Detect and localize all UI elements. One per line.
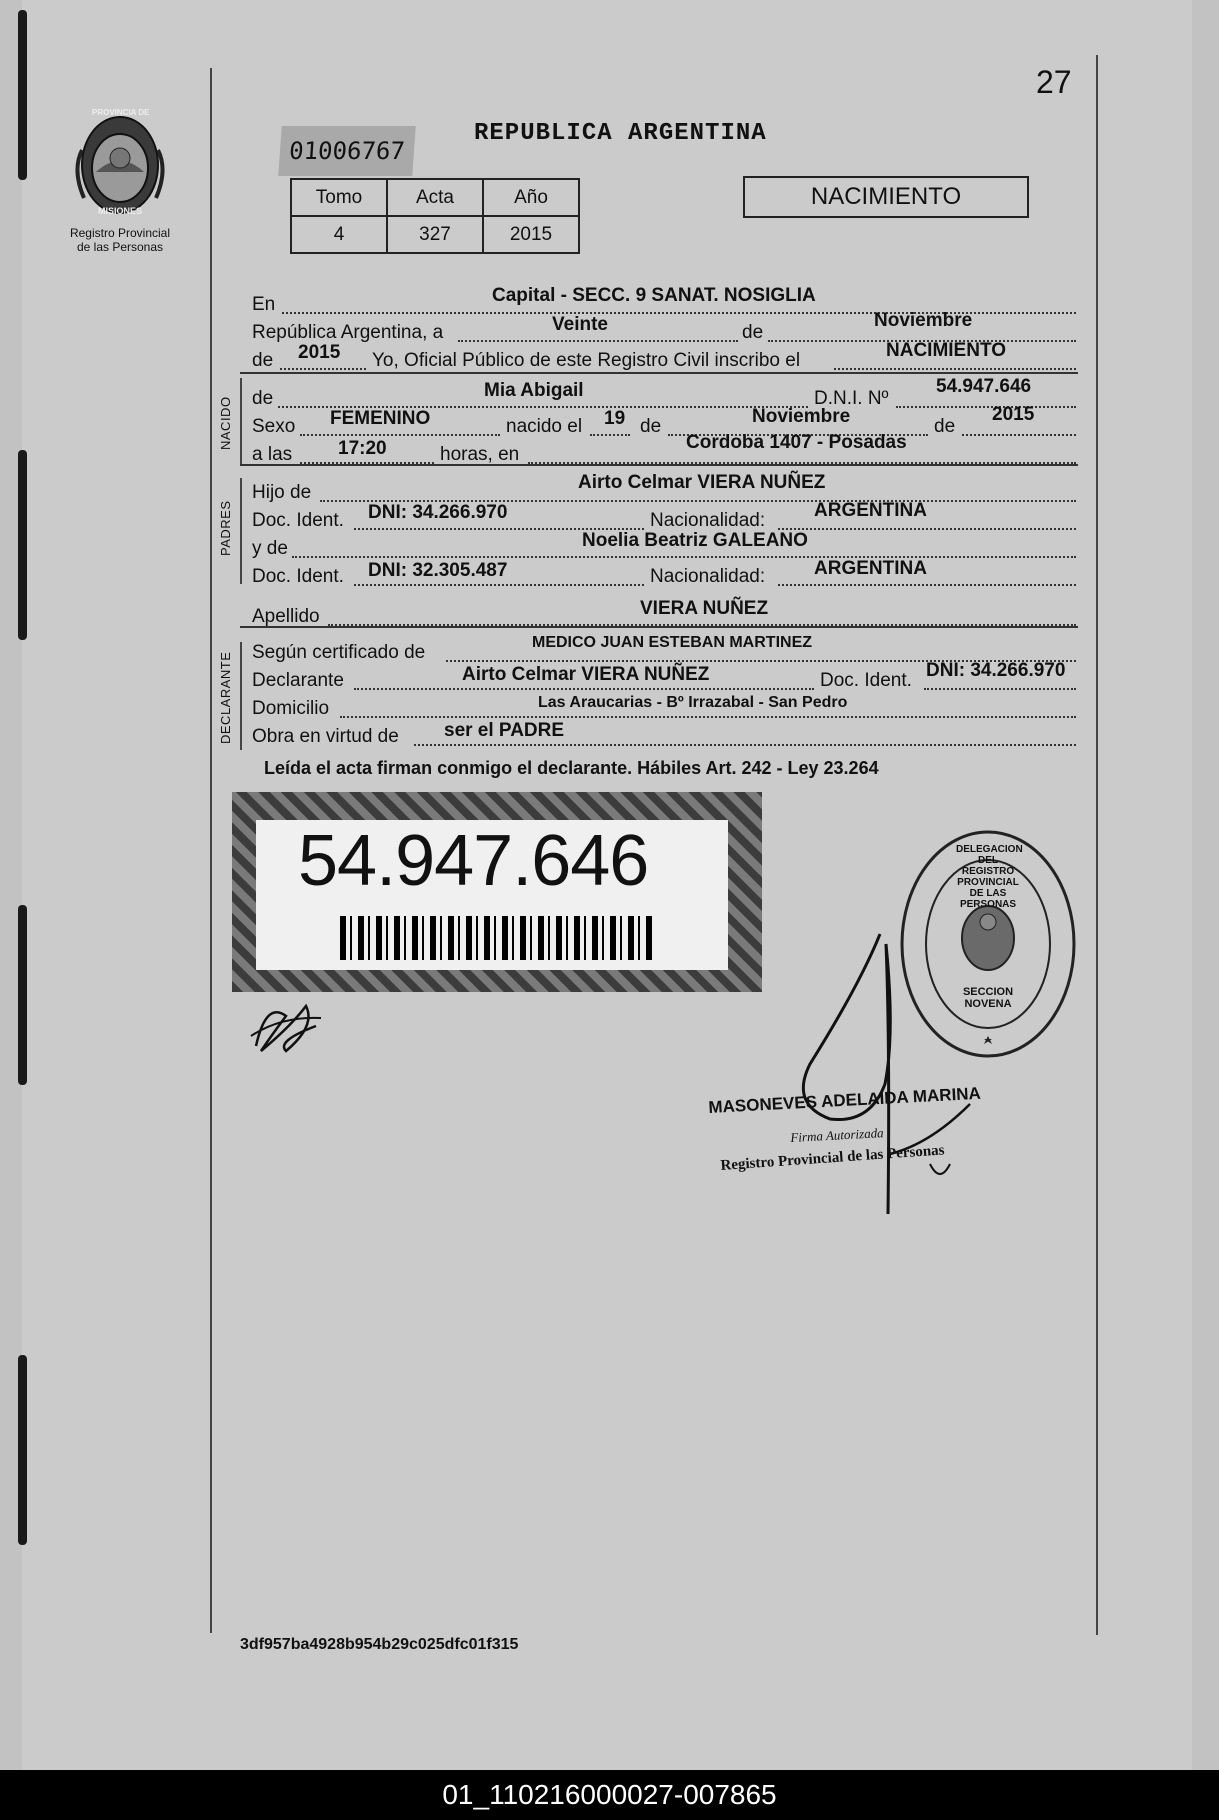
birth-time: 17:20 [338,438,387,459]
declarante-value: Airto Celmar VIERA NUÑEZ [462,664,710,685]
year-value: 2015 [298,342,341,363]
dotted-line [414,744,1076,746]
horas-label: horas, en [440,444,520,465]
apellido-value: VIERA NUÑEZ [640,598,769,619]
seal-inner-text: SECCION NOVENA [962,986,1014,1010]
en-value: Capital - SECC. 9 SANAT. NOSIGLIA [492,285,816,306]
segun-value: MEDICO JUAN ESTEBAN MARTINEZ [532,634,813,651]
serial-number: 01006767 [278,126,415,176]
de-label: de [934,416,956,437]
official-signature-icon [770,924,990,1224]
birth-day: 19 [604,408,626,429]
section-bracket [240,378,242,464]
mother-name: Noelia Beatriz GALEANO [582,530,808,551]
sticker-label [256,820,728,970]
yo-label: Yo, Oficial Público de este Registro Civil inscribo el [372,350,801,371]
ano-value: 2015 [483,216,579,253]
nacido-el-label: nacido el [506,416,583,437]
binding-mark [18,905,27,1085]
sticker-number: 54.947.646 [298,821,649,901]
official-stamp-office: Registro Provincial de las Personas [720,1142,946,1174]
father-doc: DNI: 34.266.970 [368,502,508,523]
father-nac: ARGENTINA [814,500,927,521]
dotted-line [280,368,366,370]
logo-caption [50,226,190,254]
day-value: Veinte [552,314,608,335]
inscribo-value: NACIMIENTO [886,340,1006,361]
obra-label: Obra en virtud de [252,726,399,747]
official-stamp-role: Firma Autorizada [790,1125,884,1145]
official-stamp-name: MASONEVES ADELAIDA MARINA [708,1083,982,1117]
father-doc-label: Doc. Ident. [252,510,344,531]
dotted-line [354,688,814,690]
declarante-doc: DNI: 34.266.970 [926,660,1066,681]
binding-mark [18,1355,27,1545]
de-label: de [742,322,764,343]
declarante-label: Declarante [252,670,344,691]
record-type-box: NACIMIENTO [743,176,1029,218]
republica-label: República Argentina, a [252,322,444,343]
mother-nac: ARGENTINA [814,558,927,579]
binding-mark [18,10,27,180]
birth-place: Cordoba 1407 - Posadas [686,432,907,453]
logo-caption-line: de las Personas [76,240,164,254]
seal-ring-text: DELEGACION DEL REGISTRO PROVINCIAL DE LAS PERSONAS [956,844,1023,910]
dotted-line [292,556,1076,558]
mother-nac-label: Nacionalidad: [650,566,766,587]
country-title: REPUBLICA ARGENTINA [474,120,767,147]
father-name: Airto Celmar VIERA NUÑEZ [578,472,826,493]
record-table [290,178,580,254]
segun-label: Según certificado de [252,642,426,663]
page-number: 27 [1036,64,1072,100]
initials-signature-icon [246,996,326,1060]
dotted-line [778,584,1076,586]
de-label: de [640,416,662,437]
dotted-line [354,584,644,586]
table-header-tomo: Tomo [291,179,387,216]
nacido-de-label: de [252,388,274,409]
child-name: Mia Abigail [484,380,584,401]
footer-id-bar [0,1770,1219,1820]
mother-doc: DNI: 32.305.487 [368,560,508,581]
child-dni: 54.947.646 [936,376,1032,397]
dotted-line [300,434,500,436]
table-header-ano: Año [483,179,579,216]
section-divider [240,626,1078,628]
birth-year: 2015 [992,404,1035,425]
birth-month: Noviembre [752,406,851,427]
dotted-line [924,688,1076,690]
hijo-label: Hijo de [252,482,312,503]
dotted-line [962,434,1076,436]
obra-value: ser el PADRE [444,720,565,741]
dni-sticker [232,792,762,992]
footer-id: 01_110216000027-007865 [442,1779,777,1810]
sexo-label: Sexo [252,416,296,437]
dotted-line [896,406,1076,408]
dotted-line [458,340,738,342]
tomo-value: 4 [291,216,387,253]
dni-label: D.N.I. Nº [814,388,889,409]
declarante-doc-label: Doc. Ident. [820,670,912,691]
section-bracket [240,642,242,750]
de2-label: de [252,350,274,371]
sexo-value: FEMENINO [330,408,431,429]
closing-statement: Leída el acta firman conmigo el declarante. Hábiles Art. 242 - Ley 23.264 [264,758,879,778]
apellido-label: Apellido [252,606,320,627]
table-header-acta: Acta [387,179,483,216]
acta-value: 327 [387,216,483,253]
logo-top-text: PROVINCIA DE [92,108,150,117]
nacido-section-label: NACIDO [218,396,233,450]
document-hash: 3df957ba4928b954b29c025dfc01f315 [240,1636,519,1653]
province-logo [70,110,170,220]
declarante-section-label: DECLARANTE [218,651,233,744]
logo-caption-line: Registro Provincial [69,226,171,240]
right-margin-line [1096,55,1098,1635]
dotted-line [340,716,1076,718]
mother-doc-label: Doc. Ident. [252,566,344,587]
dotted-line [590,434,630,436]
en-label: En [252,294,276,315]
month-value: Noviembre [874,310,973,331]
alas-label: a las [252,444,293,465]
section-divider [240,464,1078,466]
padres-section-label: PADRES [218,500,233,556]
logo-bottom-text: MISIONES [98,206,143,216]
father-nac-label: Nacionalidad: [650,510,766,531]
yde-label: y de [252,538,288,559]
left-margin-line [210,68,212,1633]
domicilio-label: Domicilio [252,698,330,719]
barcode [340,916,656,960]
dotted-line [778,528,1076,530]
binding-mark [18,450,27,640]
section-bracket [240,478,242,584]
dotted-line [834,368,1076,370]
section-divider [240,372,1078,374]
domicilio-value: Las Araucarias - Bº Irrazabal - San Pedro [538,694,848,711]
